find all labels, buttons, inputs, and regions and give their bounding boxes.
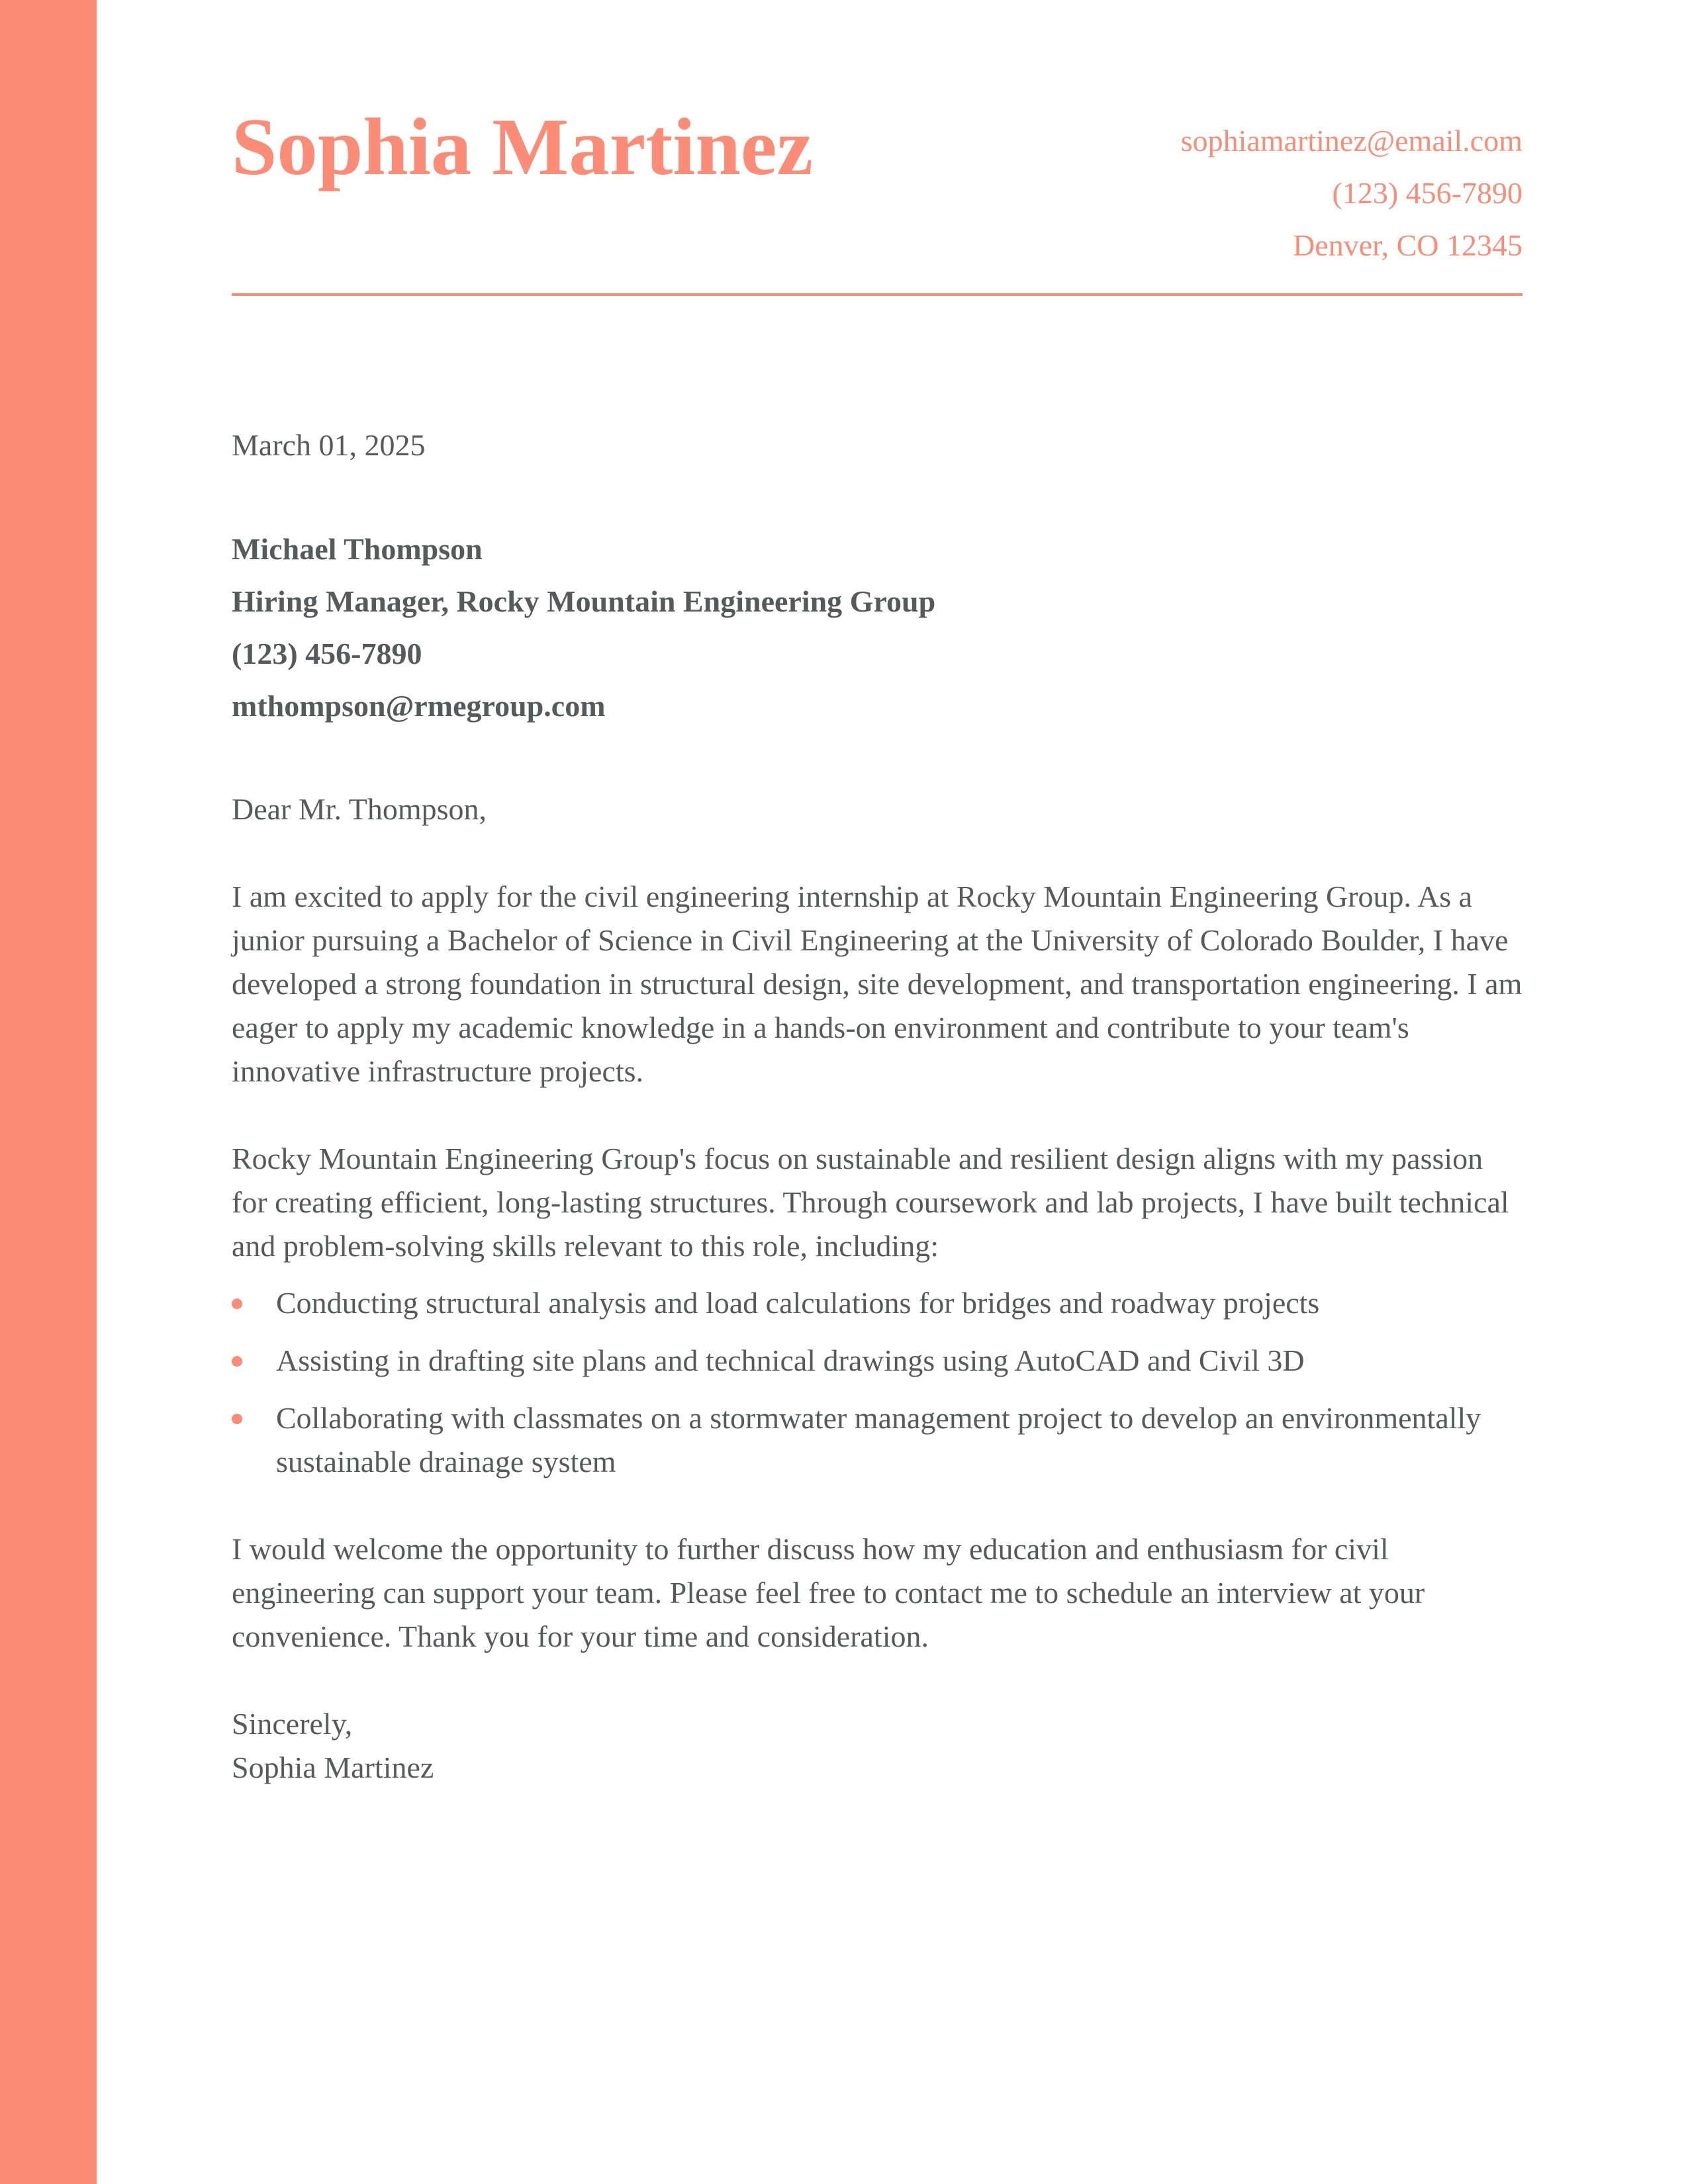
- bullet-dot-icon: [232, 1414, 242, 1424]
- skills-list: [232, 1281, 1523, 1484]
- recipient-title: Hiring Manager, Rocky Mountain Engineering Group: [232, 584, 936, 618]
- list-item: [232, 1281, 1523, 1325]
- applicant-phone: (123) 456-7890: [1332, 176, 1523, 210]
- recipient-phone: (123) 456-7890: [232, 637, 422, 670]
- letter-body: [232, 424, 1523, 1790]
- paragraph-skills: Rocky Mountain Engineering Group's focus on sustainable and resilient design aligns with my passion for creating efficient, long-lasting structures. Through coursework and lab projects, I have built technical and problem-solving skills relevant to this role, including:: [232, 1142, 1509, 1263]
- accent-sidebar: [0, 0, 97, 2184]
- paragraph-closing: I would welcome the opportunity to further discuss how my education and enthusiasm for civil engineering can support your team. Please feel free to contact me to schedule an interview at your convenience. Thank you for your time and consideration.: [232, 1532, 1425, 1653]
- signoff: [232, 1702, 1523, 1790]
- bullet-dot-icon: [232, 1356, 242, 1367]
- recipient-name: Michael Thompson: [232, 532, 483, 566]
- applicant-email: sophiamartinez@email.com: [1180, 124, 1523, 158]
- applicant-name: Sophia Martinez: [232, 101, 814, 192]
- salutation: Dear Mr. Thompson,: [232, 792, 487, 826]
- header-divider: [232, 293, 1523, 296]
- signature-name: Sophia Martinez: [232, 1751, 434, 1784]
- list-item: [232, 1339, 1523, 1383]
- list-item-text: Conducting structural analysis and load calculations for bridges and roadway projects: [276, 1286, 1320, 1320]
- list-item-text: Collaborating with classmates on a stormwater management project to develop an environmentally sustainable drainage system: [276, 1401, 1481, 1479]
- recipient-email: mthompson@rmegroup.com: [232, 689, 606, 723]
- closing-phrase: Sincerely,: [232, 1707, 353, 1741]
- bullet-dot-icon: [232, 1298, 242, 1309]
- applicant-location: Denver, CO 12345: [1293, 228, 1523, 262]
- applicant-contact: [1181, 114, 1523, 271]
- letter-date: March 01, 2025: [232, 428, 426, 462]
- paragraph-intro: I am excited to apply for the civil engineering internship at Rocky Mountain Engineering Group. As a junior pursuing a Bachelor of Science in Civil Engineering at the University of Colorado Boulder, I have developed a strong foundation in structural design, site development, and transportation engineering. I am eager to apply my academic knowledge in a hands-on environment and contribute to your team's innovative infrastructure projects.: [232, 880, 1523, 1088]
- recipient-block: [232, 523, 1523, 732]
- list-item: [232, 1396, 1523, 1484]
- list-item-text: Assisting in drafting site plans and technical drawings using AutoCAD and Civil 3D: [276, 1343, 1305, 1377]
